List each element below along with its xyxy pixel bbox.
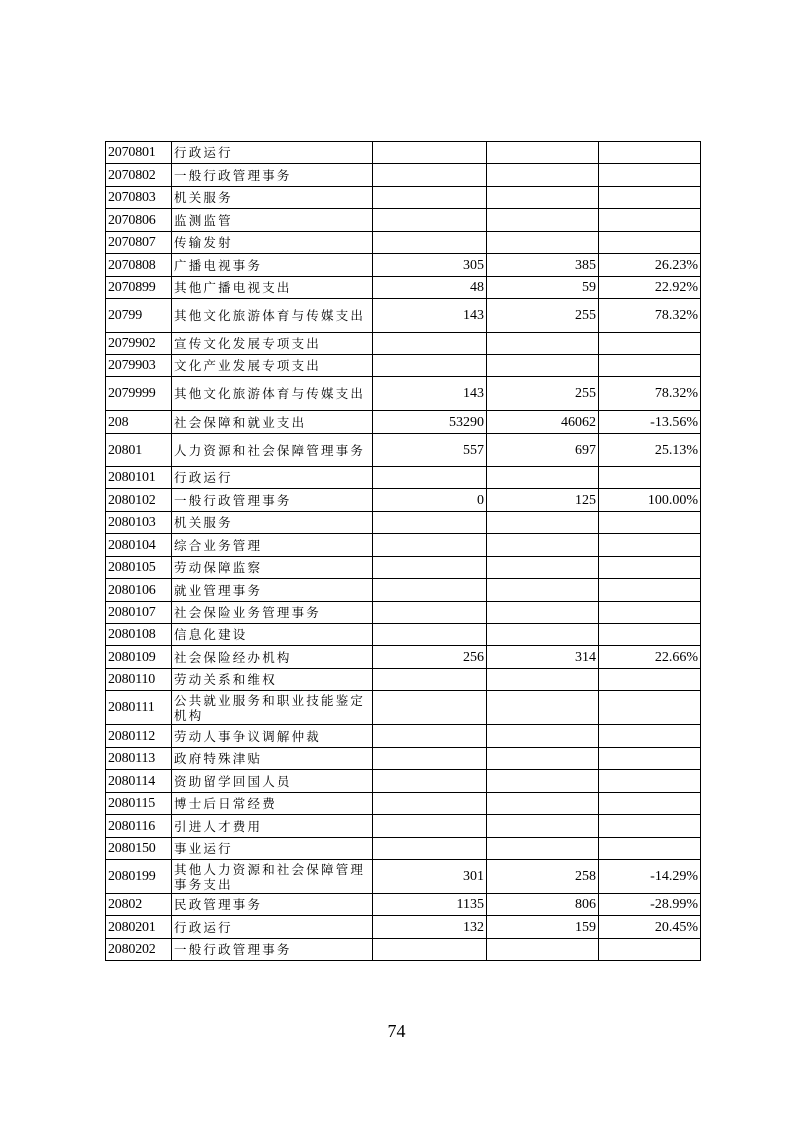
row-change-percent [599, 624, 701, 646]
table-row [106, 691, 701, 725]
row-value-1: 143 [373, 377, 487, 411]
row-change-percent [599, 355, 701, 377]
row-value-1: 256 [373, 646, 487, 669]
row-code: 2070801 [106, 142, 172, 164]
row-value-2 [487, 725, 599, 748]
row-value-1: 557 [373, 434, 487, 467]
row-code: 2080199 [106, 860, 172, 894]
row-value-2: 314 [487, 646, 599, 669]
row-value-1: 132 [373, 916, 487, 939]
table-row [106, 333, 701, 355]
table-row [106, 411, 701, 434]
row-change-percent: 22.66% [599, 646, 701, 669]
row-value-1: 301 [373, 860, 487, 894]
row-value-1 [373, 333, 487, 355]
row-code: 2080110 [106, 669, 172, 691]
row-name: 一般行政管理事务 [172, 939, 373, 961]
table-row [106, 187, 701, 209]
row-code: 2080111 [106, 691, 172, 725]
row-value-2 [487, 333, 599, 355]
row-value-1 [373, 232, 487, 254]
row-value-1: 48 [373, 277, 487, 299]
row-name: 监测监管 [172, 209, 373, 232]
row-value-2: 125 [487, 489, 599, 512]
row-change-percent: 78.32% [599, 299, 701, 333]
row-value-1 [373, 815, 487, 838]
row-value-1 [373, 142, 487, 164]
row-name: 社会保险经办机构 [172, 646, 373, 669]
row-value-2 [487, 770, 599, 793]
row-change-percent [599, 691, 701, 725]
row-name: 行政运行 [172, 142, 373, 164]
row-name: 机关服务 [172, 512, 373, 534]
row-name: 劳动保障监察 [172, 557, 373, 579]
row-change-percent [599, 815, 701, 838]
row-name: 其他文化旅游体育与传媒支出 [172, 377, 373, 411]
table-row [106, 624, 701, 646]
row-code: 208 [106, 411, 172, 434]
row-name: 资助留学回国人员 [172, 770, 373, 793]
table-row [106, 725, 701, 748]
table-row [106, 815, 701, 838]
row-value-2 [487, 939, 599, 961]
row-code: 2080107 [106, 602, 172, 624]
row-name: 民政管理事务 [172, 894, 373, 916]
row-change-percent [599, 164, 701, 187]
row-name: 博士后日常经费 [172, 793, 373, 815]
row-value-1 [373, 534, 487, 557]
budget-table-body [106, 142, 701, 961]
table-row [106, 142, 701, 164]
row-code: 2070806 [106, 209, 172, 232]
row-change-percent [599, 669, 701, 691]
row-value-1: 1135 [373, 894, 487, 916]
row-code: 2080104 [106, 534, 172, 557]
row-change-percent [599, 333, 701, 355]
row-value-2: 46062 [487, 411, 599, 434]
row-code: 2080112 [106, 725, 172, 748]
row-value-1 [373, 209, 487, 232]
table-row [106, 793, 701, 815]
table-row [106, 748, 701, 770]
table-row [106, 579, 701, 602]
row-name: 传输发射 [172, 232, 373, 254]
row-code: 20801 [106, 434, 172, 467]
table-row [106, 377, 701, 411]
row-name: 事业运行 [172, 838, 373, 860]
row-change-percent: -14.29% [599, 860, 701, 894]
row-name: 广播电视事务 [172, 254, 373, 277]
table-row [106, 277, 701, 299]
row-value-2 [487, 355, 599, 377]
row-change-percent: -13.56% [599, 411, 701, 434]
table-row [106, 602, 701, 624]
row-value-1 [373, 512, 487, 534]
table-row [106, 534, 701, 557]
table-row [106, 467, 701, 489]
row-value-1: 53290 [373, 411, 487, 434]
row-name: 一般行政管理事务 [172, 489, 373, 512]
row-value-2: 258 [487, 860, 599, 894]
row-change-percent [599, 557, 701, 579]
row-code: 2070808 [106, 254, 172, 277]
row-change-percent [599, 793, 701, 815]
table-row [106, 916, 701, 939]
row-name: 信息化建设 [172, 624, 373, 646]
row-code: 2079999 [106, 377, 172, 411]
row-code: 2070807 [106, 232, 172, 254]
row-name: 引进人才费用 [172, 815, 373, 838]
row-value-2 [487, 142, 599, 164]
row-value-2 [487, 534, 599, 557]
table-row [106, 557, 701, 579]
row-name: 一般行政管理事务 [172, 164, 373, 187]
row-value-2 [487, 512, 599, 534]
row-value-1 [373, 748, 487, 770]
row-change-percent: 78.32% [599, 377, 701, 411]
row-code: 2079903 [106, 355, 172, 377]
row-change-percent [599, 209, 701, 232]
table-row [106, 770, 701, 793]
row-code: 2080102 [106, 489, 172, 512]
row-change-percent [599, 602, 701, 624]
row-name: 宣传文化发展专项支出 [172, 333, 373, 355]
row-value-2 [487, 557, 599, 579]
row-name: 社会保险业务管理事务 [172, 602, 373, 624]
row-code: 2080150 [106, 838, 172, 860]
row-value-2 [487, 748, 599, 770]
table-row [106, 838, 701, 860]
row-value-2: 159 [487, 916, 599, 939]
row-change-percent: 26.23% [599, 254, 701, 277]
row-change-percent [599, 748, 701, 770]
row-code: 2080109 [106, 646, 172, 669]
row-value-2: 697 [487, 434, 599, 467]
table-row [106, 894, 701, 916]
row-name: 机关服务 [172, 187, 373, 209]
row-value-2 [487, 579, 599, 602]
row-code: 2070803 [106, 187, 172, 209]
table-row [106, 512, 701, 534]
row-value-1 [373, 355, 487, 377]
row-value-1 [373, 579, 487, 602]
row-value-1 [373, 838, 487, 860]
row-name: 就业管理事务 [172, 579, 373, 602]
row-value-2 [487, 669, 599, 691]
row-value-2 [487, 838, 599, 860]
row-value-1: 305 [373, 254, 487, 277]
row-change-percent: 20.45% [599, 916, 701, 939]
row-code: 2070802 [106, 164, 172, 187]
row-code: 2080116 [106, 815, 172, 838]
row-code: 2080105 [106, 557, 172, 579]
row-value-2: 806 [487, 894, 599, 916]
row-code: 2080201 [106, 916, 172, 939]
row-value-2: 255 [487, 299, 599, 333]
table-row [106, 669, 701, 691]
row-change-percent: 100.00% [599, 489, 701, 512]
row-change-percent: 25.13% [599, 434, 701, 467]
row-change-percent [599, 467, 701, 489]
row-change-percent [599, 232, 701, 254]
row-name: 劳动人事争议调解仲裁 [172, 725, 373, 748]
row-code: 20799 [106, 299, 172, 333]
row-name: 其他广播电视支出 [172, 277, 373, 299]
page-number: 74 [387, 1021, 406, 1041]
row-value-1: 0 [373, 489, 487, 512]
table-row [106, 489, 701, 512]
row-value-2 [487, 793, 599, 815]
row-code: 2080202 [106, 939, 172, 961]
row-name: 行政运行 [172, 467, 373, 489]
row-value-2 [487, 187, 599, 209]
table-row [106, 164, 701, 187]
row-change-percent: 22.92% [599, 277, 701, 299]
row-code: 2080108 [106, 624, 172, 646]
table-row [106, 434, 701, 467]
row-value-2 [487, 624, 599, 646]
row-value-1 [373, 467, 487, 489]
row-name: 其他人力资源和社会保障管理事务支出 [172, 860, 373, 894]
budget-table [105, 141, 701, 961]
row-name: 综合业务管理 [172, 534, 373, 557]
table-row [106, 254, 701, 277]
row-change-percent [599, 512, 701, 534]
row-change-percent [599, 534, 701, 557]
row-name: 其他文化旅游体育与传媒支出 [172, 299, 373, 333]
row-value-1: 143 [373, 299, 487, 333]
row-change-percent [599, 579, 701, 602]
table-row [106, 355, 701, 377]
row-code: 20802 [106, 894, 172, 916]
row-change-percent: -28.99% [599, 894, 701, 916]
row-value-1 [373, 669, 487, 691]
table-row [106, 939, 701, 961]
table-row [106, 209, 701, 232]
row-name: 劳动关系和维权 [172, 669, 373, 691]
row-code: 2080101 [106, 467, 172, 489]
row-value-2 [487, 232, 599, 254]
row-name: 人力资源和社会保障管理事务 [172, 434, 373, 467]
row-code: 2070899 [106, 277, 172, 299]
row-name: 文化产业发展专项支出 [172, 355, 373, 377]
row-change-percent [599, 838, 701, 860]
row-code: 2080115 [106, 793, 172, 815]
row-value-1 [373, 770, 487, 793]
row-name: 行政运行 [172, 916, 373, 939]
row-value-2 [487, 815, 599, 838]
row-code: 2079902 [106, 333, 172, 355]
row-value-2: 255 [487, 377, 599, 411]
row-value-2: 59 [487, 277, 599, 299]
row-value-2 [487, 602, 599, 624]
row-code: 2080113 [106, 748, 172, 770]
table-row [106, 646, 701, 669]
row-value-2 [487, 691, 599, 725]
row-value-2: 385 [487, 254, 599, 277]
table-row [106, 860, 701, 894]
table-row [106, 232, 701, 254]
row-value-1 [373, 602, 487, 624]
row-value-1 [373, 725, 487, 748]
row-value-2 [487, 467, 599, 489]
row-value-1 [373, 557, 487, 579]
row-value-1 [373, 164, 487, 187]
row-code: 2080103 [106, 512, 172, 534]
row-value-2 [487, 209, 599, 232]
row-change-percent [599, 939, 701, 961]
row-name: 政府特殊津贴 [172, 748, 373, 770]
row-code: 2080106 [106, 579, 172, 602]
row-value-1 [373, 691, 487, 725]
row-value-1 [373, 187, 487, 209]
row-value-1 [373, 939, 487, 961]
row-value-1 [373, 624, 487, 646]
row-value-1 [373, 793, 487, 815]
row-name: 公共就业服务和职业技能鉴定机构 [172, 691, 373, 725]
table-row [106, 299, 701, 333]
row-change-percent [599, 187, 701, 209]
row-change-percent [599, 770, 701, 793]
row-code: 2080114 [106, 770, 172, 793]
row-change-percent [599, 725, 701, 748]
row-change-percent [599, 142, 701, 164]
row-name: 社会保障和就业支出 [172, 411, 373, 434]
row-value-2 [487, 164, 599, 187]
